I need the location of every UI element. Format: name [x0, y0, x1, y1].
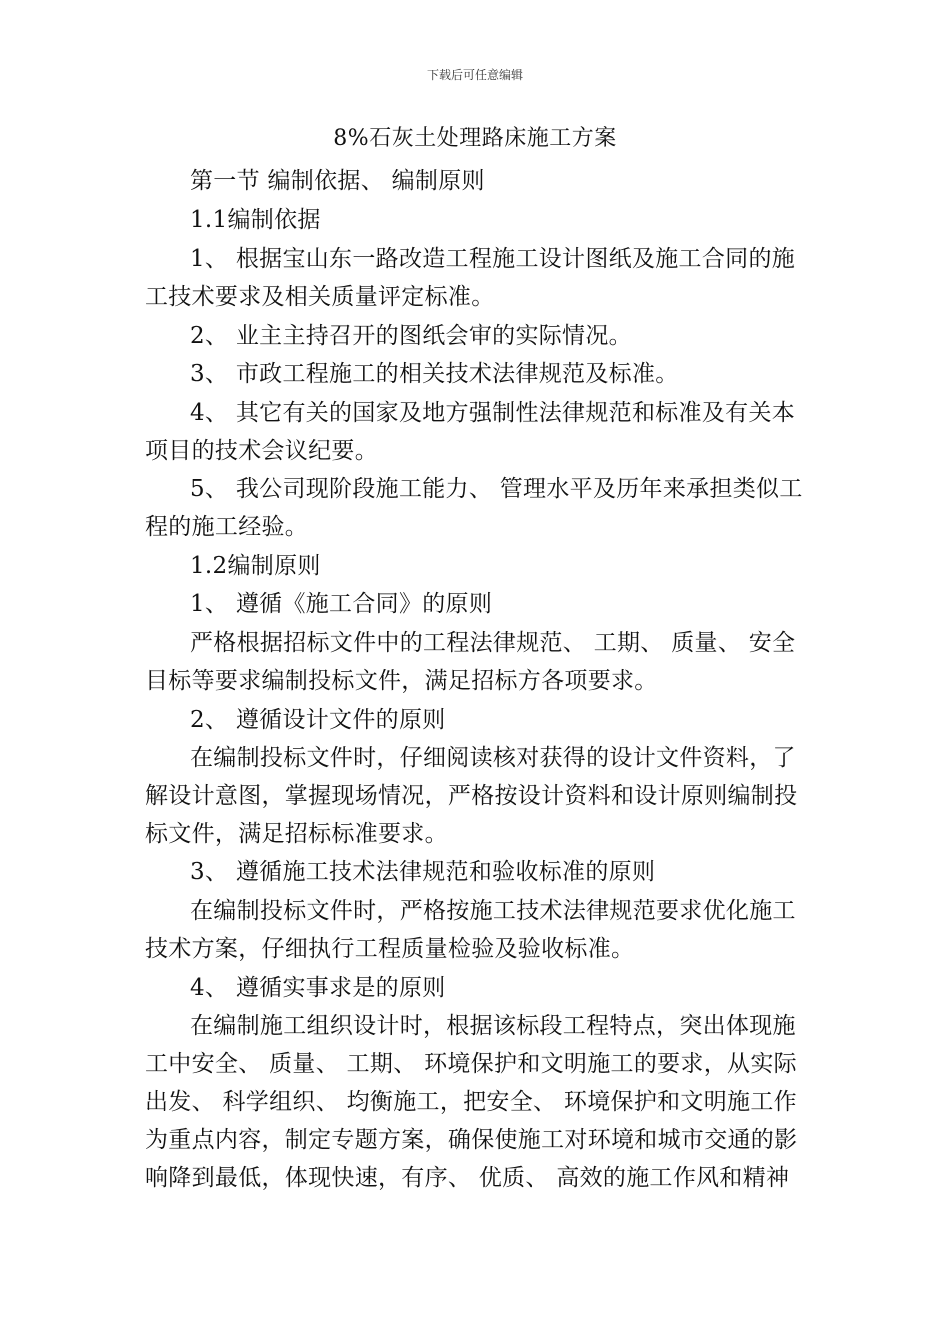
paragraph-line: 项目的技术会议纪要。 — [145, 438, 378, 464]
paragraph-line: 为重点内容，制定专题方案，确保使施工对环境和城市交通的影 — [145, 1127, 798, 1153]
paragraph-line: 5、 我公司现阶段施工能力、 管理水平及历年来承担类似工 — [190, 476, 803, 502]
subsection-heading: 1.1编制依据 — [190, 207, 321, 233]
paragraph-line: 严格根据招标文件中的工程法律规范、 工期、 质量、 安全 — [190, 630, 796, 656]
paragraph-line: 2、 业主主持召开的图纸会审的实际情况。 — [190, 323, 632, 349]
paragraph-line: 出发、 科学组织、 均衡施工，把安全、 环境保护和文明施工作 — [145, 1089, 797, 1115]
header-note: 下载后可任意编辑 — [426, 68, 523, 82]
paragraph-line: 工中安全、 质量、 工期、 环境保护和文明施工的要求，从实际 — [145, 1051, 797, 1077]
paragraph-line: 技术方案，仔细执行工程质量检验及验收标准。 — [145, 936, 635, 962]
paragraph-line: 程的施工经验。 — [145, 514, 309, 540]
paragraph-line: 3、 市政工程施工的相关技术法律规范及标准。 — [190, 361, 679, 387]
paragraph-line: 标文件，满足招标标准要求。 — [145, 821, 448, 847]
paragraph-line: 1、 遵循《施工合同》的原则 — [190, 591, 493, 617]
section-heading: 第一节 编制依据、 编制原则 — [190, 168, 485, 194]
subsection-heading: 1.2编制原则 — [190, 553, 321, 579]
paragraph-line: 在编制投标文件时，仔细阅读核对获得的设计文件资料，了 — [190, 745, 796, 771]
paragraph-line: 1、 根据宝山东一路改造工程施工设计图纸及施工合同的施 — [190, 246, 796, 272]
paragraph-line: 4、 遵循实事求是的原则 — [190, 975, 446, 1001]
paragraph-line: 2、 遵循设计文件的原则 — [190, 707, 446, 733]
paragraph-line: 在编制施工组织设计时，根据该标段工程特点，突出体现施 — [190, 1013, 796, 1039]
document-title: 8%石灰土处理路床施工方案 — [333, 126, 617, 151]
paragraph-line: 解设计意图，掌握现场情况，严格按设计资料和设计原则编制投 — [145, 783, 798, 809]
paragraph-line: 工技术要求及相关质量评定标准。 — [145, 284, 495, 310]
paragraph-line: 在编制投标文件时，严格按施工技术法律规范要求优化施工 — [190, 898, 796, 924]
paragraph-line: 4、 其它有关的国家及地方强制性法律规范和标准及有关本 — [190, 400, 796, 426]
paragraph-line: 3、 遵循施工技术法律规范和验收标准的原则 — [190, 859, 656, 885]
paragraph-line: 目标等要求编制投标文件，满足招标方各项要求。 — [145, 668, 658, 694]
paragraph-line: 响降到最低，体现快速，有序、 优质、 高效的施工作风和精神 — [145, 1165, 790, 1191]
